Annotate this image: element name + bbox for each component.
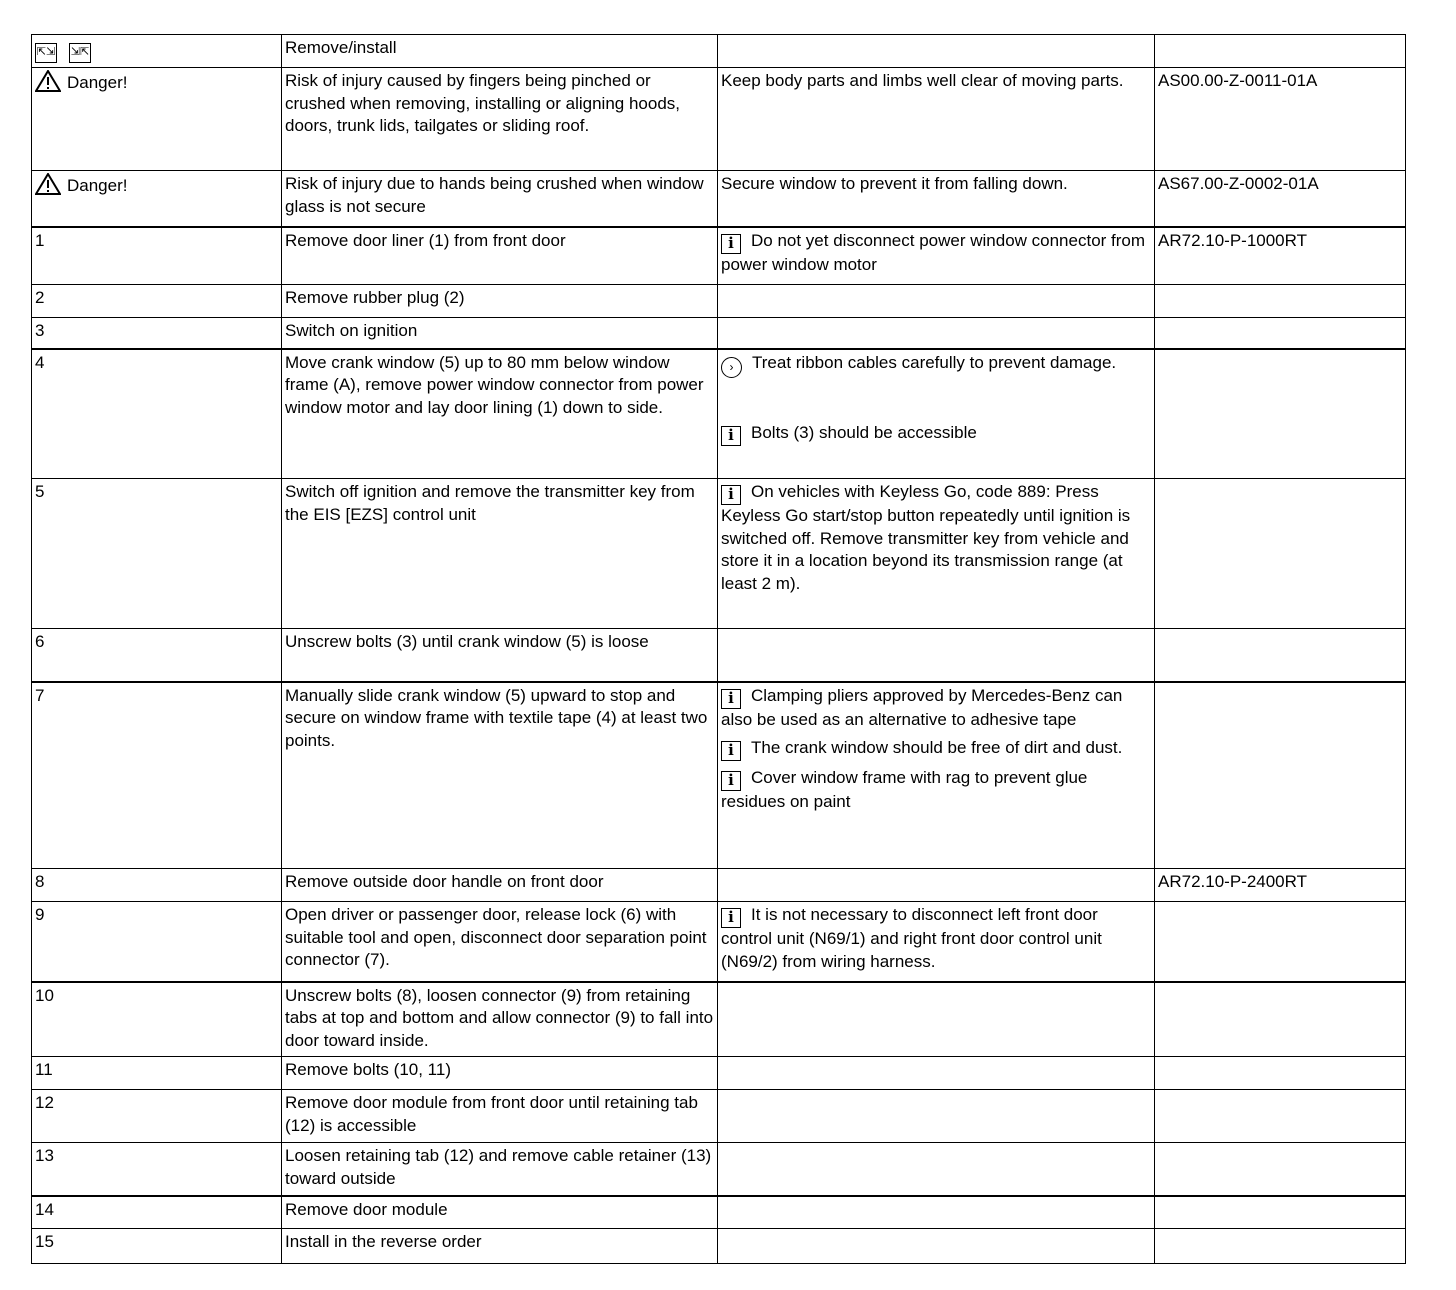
step-text: Unscrew bolts (3) until crank window (5) is loose <box>282 629 718 682</box>
step-notes <box>718 902 1155 982</box>
step-text: Unscrew bolts (8), loosen connector (9) from retaining tabs at top and bottom and allow connector (9) to fall into door toward inside. <box>282 982 718 1057</box>
step-row <box>32 902 1406 982</box>
step-ref: AR72.10-P-1000RT <box>1155 227 1406 285</box>
step-number: 7 <box>32 682 282 869</box>
procedure-table <box>31 34 1406 1264</box>
note-text: Cover window frame with rag to prevent glue residues on paint <box>721 768 1088 811</box>
danger-row <box>32 68 1406 171</box>
info-icon: i <box>721 908 741 928</box>
note-text: Do not yet disconnect power window connector from power window motor <box>721 230 1146 274</box>
danger-remedy: Secure window to prevent it from falling down. <box>718 171 1155 227</box>
step-number: 4 <box>32 349 282 479</box>
note-text: On vehicles with Keyless Go, code 889: Press Keyless Go start/stop button repeatedly until ignition is switched off. Remove transmitter key from vehicle and store it in a location beyond its transmission range (at least 2 m). <box>721 482 1131 593</box>
step-number: 8 <box>32 869 282 902</box>
step-row <box>32 1229 1406 1264</box>
danger-ref: AS00.00-Z-0011-01A <box>1155 68 1406 171</box>
step-text: Remove outside door handle on front door <box>282 869 718 902</box>
step-number: 1 <box>32 227 282 285</box>
step-text: Remove door module from front door until retaining tab (12) is accessible <box>282 1090 718 1143</box>
install-icon: ⇲⇱ <box>69 43 91 63</box>
danger-label: Danger! <box>67 176 128 195</box>
step-text: Move crank window (5) up to 80 mm below window frame (A), remove power window connector from power window motor and lay door lining (1) down to side. <box>282 349 718 479</box>
header-row <box>32 35 1406 68</box>
caution-icon: › <box>721 357 742 378</box>
warning-triangle-icon <box>35 173 61 195</box>
note-text: The crank window should be free of dirt and dust. <box>751 738 1123 757</box>
header-title: Remove/install <box>282 35 718 68</box>
step-text: Switch off ignition and remove the transmitter key from the EIS [EZS] control unit <box>282 479 718 629</box>
info-icon: i <box>721 485 741 505</box>
danger-label: Danger! <box>67 73 128 92</box>
step-notes <box>718 227 1155 285</box>
step-row <box>32 1090 1406 1143</box>
step-text: Remove door module <box>282 1196 718 1229</box>
step-number: 9 <box>32 902 282 982</box>
danger-row <box>32 171 1406 227</box>
step-number: 10 <box>32 982 282 1057</box>
step-number: 13 <box>32 1143 282 1196</box>
info-icon: i <box>721 426 741 446</box>
step-row <box>32 1143 1406 1196</box>
step-text: Remove bolts (10, 11) <box>282 1057 718 1090</box>
step-row <box>32 982 1406 1057</box>
step-number: 6 <box>32 629 282 682</box>
step-row <box>32 1196 1406 1229</box>
note-text: Clamping pliers approved by Mercedes-Benz can also be used as an alternative to adhesive tape <box>721 685 1123 729</box>
step-row <box>32 629 1406 682</box>
remove-icon: ⇱⇲ <box>35 43 57 63</box>
step-notes <box>718 682 1155 869</box>
step-text: Open driver or passenger door, release lock (6) with suitable tool and open, disconnect door separation point connector (7). <box>282 902 718 982</box>
info-icon: i <box>721 771 741 791</box>
step-row <box>32 869 1406 902</box>
note-text: Bolts (3) should be accessible <box>751 422 977 442</box>
note-text: Treat ribbon cables carefully to prevent damage. <box>752 352 1117 372</box>
step-notes <box>718 479 1155 629</box>
step-number: 5 <box>32 479 282 629</box>
step-number: 3 <box>32 318 282 349</box>
step-text: Loosen retaining tab (12) and remove cable retainer (13) toward outside <box>282 1143 718 1196</box>
step-row <box>32 1057 1406 1090</box>
step-number: 14 <box>32 1196 282 1229</box>
step-row <box>32 349 1406 479</box>
danger-text: Risk of injury caused by fingers being pinched or crushed when removing, installing or aligning hoods, doors, trunk lids, tailgates or sliding roof. <box>282 68 718 171</box>
danger-text: Risk of injury due to hands being crushed when window glass is not secure <box>282 171 718 227</box>
step-text: Install in the reverse order <box>282 1229 718 1264</box>
step-number: 15 <box>32 1229 282 1264</box>
step-ref: AR72.10-P-2400RT <box>1155 869 1406 902</box>
step-text: Manually slide crank window (5) upward to stop and secure on window frame with textile tape (4) at least two points. <box>282 682 718 869</box>
step-row <box>32 318 1406 349</box>
step-row <box>32 479 1406 629</box>
info-icon: i <box>721 234 741 254</box>
info-icon: i <box>721 689 741 709</box>
step-notes <box>718 349 1155 479</box>
step-row <box>32 227 1406 285</box>
step-text: Switch on ignition <box>282 318 718 349</box>
step-text: Remove rubber plug (2) <box>282 285 718 318</box>
info-icon: i <box>721 741 741 761</box>
note-text: It is not necessary to disconnect left front door control unit (N69/1) and right front door control unit (N69/2) from wiring harness. <box>721 905 1102 971</box>
warning-triangle-icon <box>35 70 61 92</box>
step-row <box>32 682 1406 869</box>
step-number: 2 <box>32 285 282 318</box>
step-number: 11 <box>32 1057 282 1090</box>
header-icons-cell <box>32 35 282 68</box>
danger-remedy: Keep body parts and limbs well clear of moving parts. <box>718 68 1155 171</box>
danger-ref: AS67.00-Z-0002-01A <box>1155 171 1406 227</box>
step-row <box>32 285 1406 318</box>
step-text: Remove door liner (1) from front door <box>282 227 718 285</box>
step-number: 12 <box>32 1090 282 1143</box>
